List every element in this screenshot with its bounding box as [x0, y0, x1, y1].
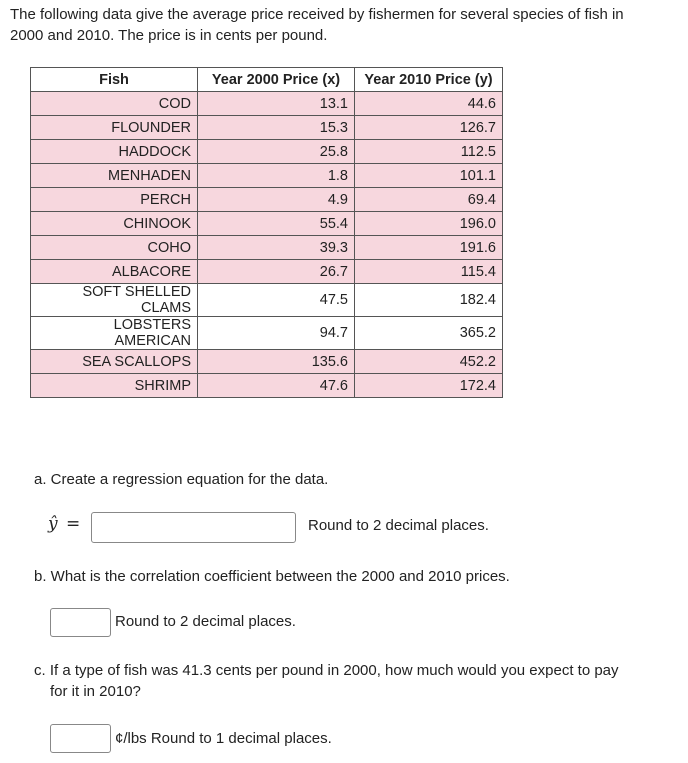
price-2000: 4.9: [198, 188, 355, 212]
question-c-hint: ¢/lbs Round to 1 decimal places.: [115, 730, 332, 747]
question-a-hint: Round to 2 decimal places.: [308, 517, 489, 534]
price-2010: 365.2: [355, 317, 503, 350]
price-2010: 69.4: [355, 188, 503, 212]
table-row: [31, 374, 503, 398]
table-row: [31, 116, 503, 140]
table-row: [31, 188, 503, 212]
price-2000: 47.5: [198, 284, 355, 317]
price-2010: 172.4: [355, 374, 503, 398]
fish-name: SHRIMP: [31, 374, 198, 398]
fish-name: SEA SCALLOPS: [31, 350, 198, 374]
price-2000: 1.8: [198, 164, 355, 188]
price-2010: 182.4: [355, 284, 503, 317]
table-row: [31, 164, 503, 188]
header-year-2010: Year 2010 Price (y): [355, 68, 503, 92]
table-row: [31, 260, 503, 284]
fish-name: ALBACORE: [31, 260, 198, 284]
table-row: [31, 140, 503, 164]
question-c-text: [34, 660, 674, 702]
price-2000: 47.6: [198, 374, 355, 398]
header-fish: Fish: [31, 68, 198, 92]
table-row: [31, 350, 503, 374]
price-2010: 115.4: [355, 260, 503, 284]
y-hat-symbol: ŷ: [48, 514, 58, 534]
price-2000: 39.3: [198, 236, 355, 260]
equals-sign: =: [66, 514, 81, 534]
price-2010: 126.7: [355, 116, 503, 140]
table-row: [31, 236, 503, 260]
fish-name: PERCH: [31, 188, 198, 212]
price-2010: 191.6: [355, 236, 503, 260]
regression-equation-input[interactable]: [91, 512, 296, 543]
price-2000: 55.4: [198, 212, 355, 236]
price-2010: 101.1: [355, 164, 503, 188]
table-header-row: [31, 68, 503, 92]
fish-name: SOFT SHELLED CLAMS: [31, 284, 198, 317]
correlation-coefficient-input[interactable]: [50, 608, 111, 637]
predicted-price-input[interactable]: [50, 724, 111, 753]
table-row: [31, 317, 503, 350]
fish-name: HADDOCK: [31, 140, 198, 164]
price-2000: 13.1: [198, 92, 355, 116]
question-b-hint: Round to 2 decimal places.: [115, 613, 296, 630]
price-2000: 25.8: [198, 140, 355, 164]
table-row: [31, 284, 503, 317]
price-2000: 135.6: [198, 350, 355, 374]
fish-price-table: [30, 67, 503, 398]
fish-name: COD: [31, 92, 198, 116]
fish-name: CHINOOK: [31, 212, 198, 236]
problem-intro: [10, 4, 680, 46]
question-c-line-2: for it in 2010?: [50, 683, 141, 700]
price-2000: 15.3: [198, 116, 355, 140]
price-2010: 452.2: [355, 350, 503, 374]
question-a-text: a. Create a regression equation for the data.: [34, 471, 329, 488]
price-2010: 196.0: [355, 212, 503, 236]
fish-name: MENHADEN: [31, 164, 198, 188]
price-2000: 94.7: [198, 317, 355, 350]
fish-name: FLOUNDER: [31, 116, 198, 140]
table-row: [31, 212, 503, 236]
fish-name: LOBSTERS AMERICAN: [31, 317, 198, 350]
price-2010: 44.6: [355, 92, 503, 116]
intro-line-2: 2000 and 2010. The price is in cents per pound.: [10, 27, 328, 44]
question-c-line-1: c. If a type of fish was 41.3 cents per pound in 2000, how much would you expect to pay: [34, 662, 619, 679]
table-row: [31, 92, 503, 116]
header-year-2000: Year 2000 Price (x): [198, 68, 355, 92]
question-b-text: b. What is the correlation coefficient between the 2000 and 2010 prices.: [34, 568, 510, 585]
price-2010: 112.5: [355, 140, 503, 164]
fish-name: COHO: [31, 236, 198, 260]
price-2000: 26.7: [198, 260, 355, 284]
intro-line-1: The following data give the average price received by fishermen for several species of fish in: [10, 6, 624, 23]
